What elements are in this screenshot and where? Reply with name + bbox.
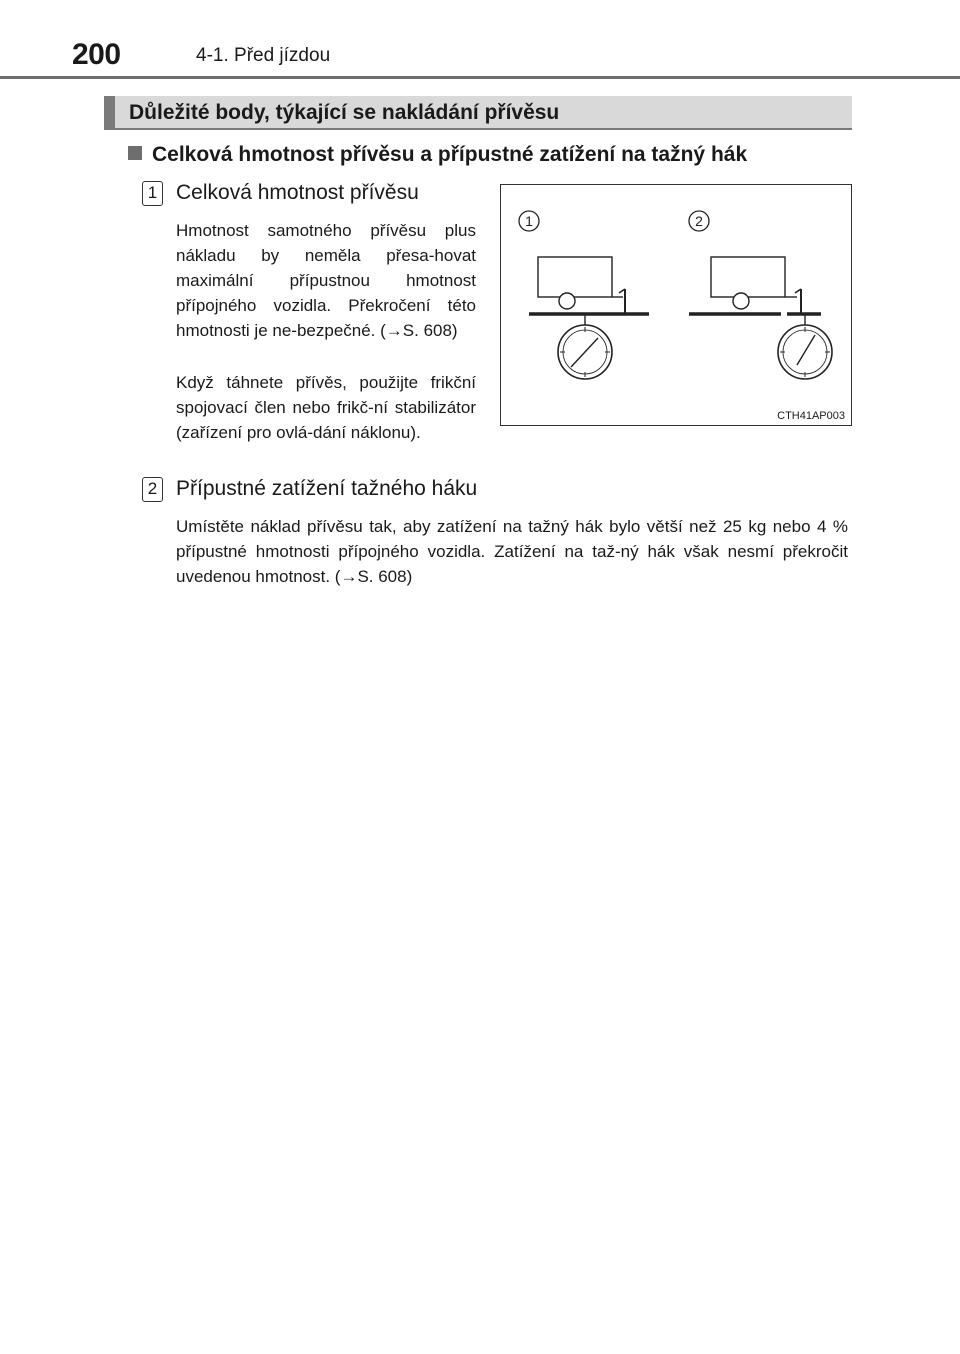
hitch-on-scale bbox=[689, 257, 832, 379]
svg-text:1: 1 bbox=[525, 213, 533, 229]
item-number-badge: 2 bbox=[142, 477, 163, 502]
item-title: Celková hmotnost přívěsu bbox=[176, 181, 419, 204]
subsection-title: Celková hmotnost přívěsu a přípustné zatížení na tažný hák bbox=[152, 143, 748, 166]
header-divider bbox=[0, 76, 960, 79]
section-title: Důležité body, týkající se nakládání přívěsu bbox=[129, 101, 560, 124]
page-number: 200 bbox=[72, 38, 121, 71]
square-bullet-icon bbox=[128, 146, 142, 160]
section-heading-box bbox=[104, 96, 852, 130]
trailer-scale-diagram bbox=[501, 185, 853, 427]
item-paragraph: Umístěte náklad přívěsu tak, aby zatížení na tažný hák bylo větší než 25 kg nebo 4 % přípustné hmotnosti přípojného vozidla. Zatížení na taž-ný hák však nesmí překročit uvedenou hmotnost. (→S. 608) bbox=[176, 517, 848, 586]
trailer-weight-illustration bbox=[500, 184, 852, 426]
svg-text:2: 2 bbox=[695, 213, 703, 229]
item-number-badge: 1 bbox=[142, 181, 163, 206]
figure-code: CTH41AP003 bbox=[777, 410, 845, 422]
figure-label-2 bbox=[689, 211, 709, 231]
item-paragraph: Když táhnete přívěs, použijte frikční spojovací člen nebo frikč-ní stabilizátor (zařízení pro ovlá-dání náklonu). bbox=[176, 373, 476, 442]
item-title: Přípustné zatížení tažného háku bbox=[176, 477, 478, 500]
figure-label-1 bbox=[519, 211, 539, 231]
item-paragraph: Hmotnost samotného přívěsu plus nákladu by neměla přesa-hovat maximální přípustnou hmotnost přípojného vozidla. Překročení této hmotnosti je ne-bezpečné. (→S. 608) bbox=[176, 221, 476, 340]
subsection-heading bbox=[128, 143, 868, 167]
chapter-title: 4-1. Před jízdou bbox=[196, 45, 331, 66]
trailer-on-scale bbox=[529, 257, 649, 379]
